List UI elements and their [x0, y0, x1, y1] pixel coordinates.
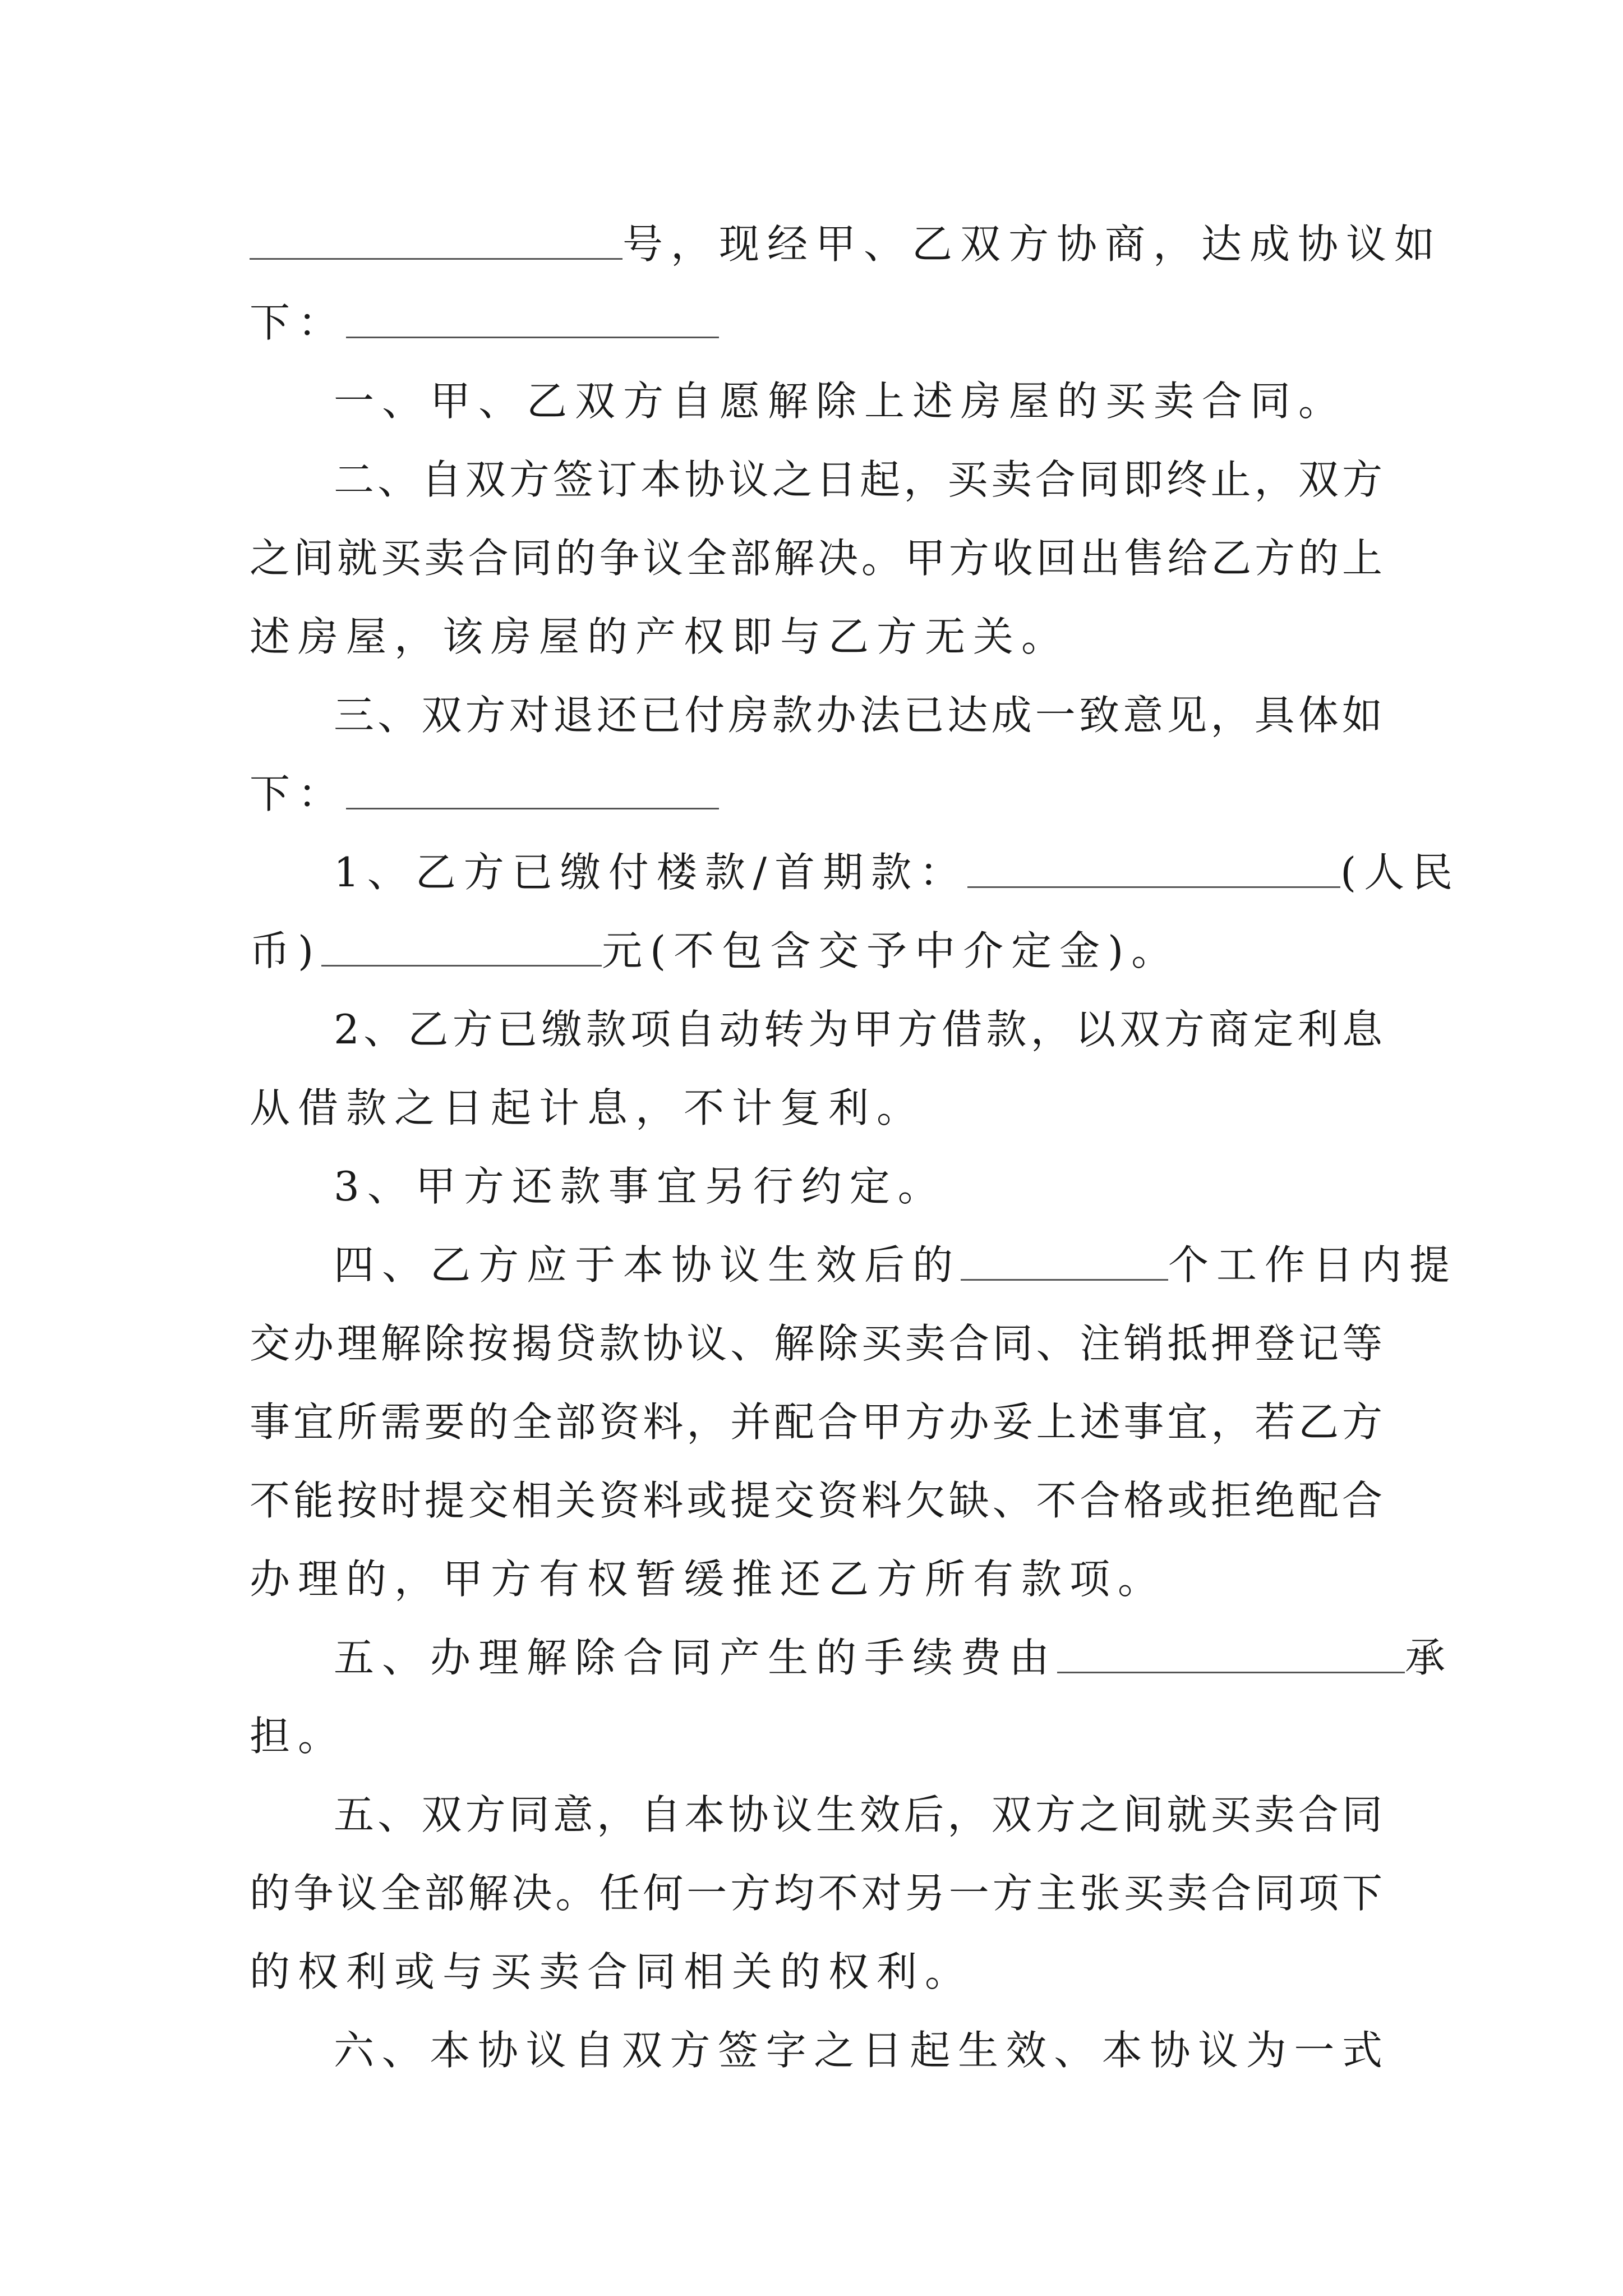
- line-text: 事宜所需要的全部资料，并配合甲方办妥上述事宜，若乙方: [250, 1398, 1382, 1446]
- text-line: [250, 754, 1382, 833]
- line-text: 三、双方对退还已付房款办法已达成一致意见，具体如: [334, 692, 1382, 739]
- fill-in-blank[interactable]: [346, 283, 719, 338]
- line-text: 承: [1405, 1634, 1454, 1681]
- text-line: [250, 1854, 1382, 1932]
- line-text: 二、自双方签订本协议之日起，买卖合同即终止，双方: [334, 456, 1382, 503]
- text-line: [250, 833, 1461, 912]
- text-line: [250, 1540, 1382, 1618]
- line-text: 2、乙方已缴款项自动转为甲方借款，以双方商定利息: [334, 1006, 1382, 1053]
- line-text: 交办理解除按揭贷款协议、解除买卖合同、注销抵押登记等: [250, 1320, 1382, 1367]
- fill-in-blank[interactable]: [250, 205, 623, 260]
- text-line: [250, 2011, 1382, 2090]
- line-text: 四、乙方应于本协议生效后的: [334, 1241, 961, 1289]
- text-line: [250, 1697, 1382, 1775]
- text-line: [250, 1383, 1382, 1461]
- line-text: 述房屋，该房屋的产权即与乙方无关。: [250, 613, 1070, 660]
- text-line: [250, 1304, 1382, 1383]
- line-text: 之间就买卖合同的争议全部解决。甲方收回出售给乙方的上: [250, 535, 1382, 582]
- text-line: [250, 1226, 1458, 1304]
- line-text: 六、本协议自双方签字之日起生效、本协议为一式: [334, 2027, 1382, 2074]
- line-text: 担。: [250, 1713, 347, 1760]
- text-line: [250, 1618, 1454, 1697]
- line-text: 一、甲、乙双方自愿解除上述房屋的买卖合同。: [334, 378, 1347, 425]
- line-text: 下：: [250, 299, 347, 346]
- line-text: 办理的，甲方有权暂缓推还乙方所有款项。: [250, 1556, 1166, 1603]
- fill-in-blank[interactable]: [961, 1226, 1168, 1281]
- text-line: [250, 362, 1382, 440]
- text-line: [250, 676, 1382, 754]
- text-line: [250, 1147, 1382, 1226]
- line-text: 不能按时提交相关资料或提交资料欠缺、不合格或拒绝配合: [250, 1477, 1382, 1524]
- line-text: 3、甲方还款事宜另行约定。: [334, 1163, 946, 1210]
- text-line: [250, 912, 1382, 990]
- text-line: [250, 440, 1382, 519]
- line-text: 的权利或与买卖合同相关的权利。: [250, 1948, 974, 1995]
- line-text: 1、乙方已缴付楼款/首期款：: [334, 849, 968, 896]
- text-line: [250, 519, 1382, 597]
- text-line: [250, 283, 1382, 362]
- fill-in-blank[interactable]: [967, 833, 1340, 888]
- text-line: [250, 1775, 1382, 1854]
- line-text: 五、双方同意，自本协议生效后，双方之间就买卖合同: [334, 1791, 1382, 1838]
- line-text: 下：: [250, 770, 347, 817]
- line-text: 元(不包含交予中介定金)。: [602, 927, 1180, 974]
- line-text: (人民: [1340, 849, 1461, 896]
- line-text: 个工作日内提: [1168, 1241, 1458, 1289]
- fill-in-blank[interactable]: [346, 754, 719, 809]
- text-line: [250, 597, 1382, 676]
- line-text: 的争议全部解决。任何一方均不对另一方主张买卖合同项下: [250, 1870, 1382, 1917]
- fill-in-blank[interactable]: [321, 912, 602, 967]
- line-text: 从借款之日起计息，不计复利。: [250, 1084, 925, 1131]
- fill-in-blank[interactable]: [1057, 1618, 1405, 1673]
- text-line: [250, 205, 1443, 283]
- text-line: [250, 990, 1382, 1069]
- line-text: 五、办理解除合同产生的手续费由: [334, 1634, 1058, 1681]
- line-text: 币): [250, 927, 322, 974]
- text-line: [250, 1932, 1382, 2011]
- text-line: [250, 1069, 1382, 1147]
- text-line: [250, 1461, 1382, 1540]
- line-text: 号，现经甲、乙双方协商，达成协议如: [623, 220, 1443, 268]
